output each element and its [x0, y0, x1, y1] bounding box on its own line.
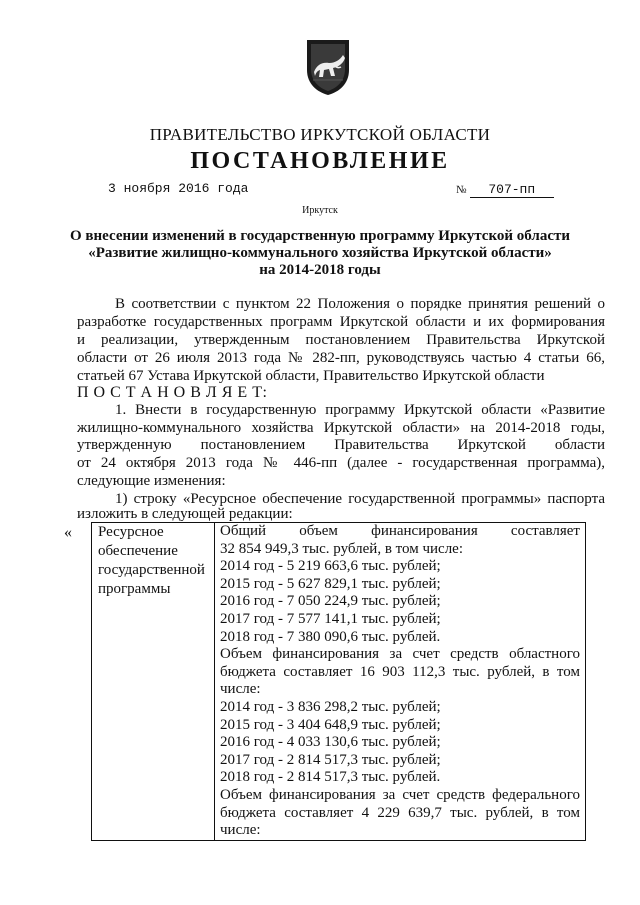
body-line: жилищно-коммунального хозяйства Иркутской области» на 2014-2018 годы,	[77, 420, 605, 436]
resolves-heading: П О С Т А Н О В Л Я Е Т:	[77, 384, 268, 401]
body-line: следующие изменения:	[77, 473, 226, 489]
coat-of-arms-icon	[305, 36, 351, 96]
label-line: программы	[98, 581, 171, 597]
body-line: разработке государственных программ Иркутской области и их формирования	[77, 314, 605, 330]
body-line: статьей 67 Устава Иркутской области, Правительство Иркутской области	[77, 368, 545, 384]
value-line: 2017 год - 7 577 141,1 тыс. рублей;	[220, 610, 441, 627]
number-sign: №	[456, 184, 467, 197]
value-line: Объем финансирования за счет средств федерального	[220, 786, 580, 803]
title-line: на 2014-2018 годы	[259, 262, 381, 278]
value-line: 2018 год - 2 814 517,3 тыс. рублей.	[220, 769, 441, 786]
label-line: государственной	[98, 562, 205, 578]
value-line: Объем финансирования за счет средств областного	[220, 646, 580, 663]
table-value-cell	[215, 523, 586, 841]
value-line: 2014 год - 5 219 663,6 тыс. рублей;	[220, 558, 441, 575]
body-line: области от 26 июля 2013 года № 282-пп, руководствуясь частью 4 статьи 66,	[77, 350, 605, 366]
value-line: 2017 год - 2 814 517,3 тыс. рублей;	[220, 751, 441, 768]
value-line: 2018 год - 7 380 090,6 тыс. рублей.	[220, 628, 441, 645]
document-number-block	[456, 181, 554, 198]
value-line: числе:	[220, 681, 261, 698]
body-line: изложить в следующей редакции:	[77, 506, 293, 522]
opening-quote: «	[64, 524, 72, 541]
document-type: ПОСТАНОВЛЕНИЕ	[190, 148, 450, 174]
document-number: 707-пп	[470, 183, 554, 198]
label-line: обеспечение	[98, 543, 178, 559]
value-line: Общий объем финансирования составляет	[220, 523, 580, 539]
resource-table	[91, 522, 586, 841]
body-line: 1. Внести в государственную программу Иркутской области «Развитие	[115, 402, 605, 418]
body-line: 1) строку «Ресурсное обеспечение государственной программы» паспорта	[115, 491, 605, 507]
government-name: ПРАВИТЕЛЬСТВО ИРКУТСКОЙ ОБЛАСТИ	[149, 125, 491, 144]
body-line: от 24 октября 2013 года № 446-пп (далее - государственная программа),	[77, 455, 605, 471]
value-line: 2016 год - 4 033 130,6 тыс. рублей;	[220, 734, 441, 751]
body-line: В соответствии с пунктом 22 Положения о порядке принятия решений о	[115, 296, 605, 312]
value-line: 2015 год - 5 627 829,1 тыс. рублей;	[220, 575, 441, 592]
document-date: 3 ноября 2016 года	[108, 181, 249, 196]
value-line: числе:	[220, 822, 261, 839]
value-line: 2015 год - 3 404 648,9 тыс. рублей;	[220, 716, 441, 733]
title-line: О внесении изменений в государственную программу Иркутской области	[69, 228, 571, 244]
value-line: 2016 год - 7 050 224,9 тыс. рублей;	[220, 593, 441, 610]
value-line: 2014 год - 3 836 298,2 тыс. рублей;	[220, 698, 441, 715]
document-title	[50, 228, 590, 279]
body-line: утвержденную постановлением Правительства Иркутской области	[77, 437, 605, 453]
city-name: Иркутск	[302, 205, 338, 216]
table-label-cell	[92, 523, 215, 841]
label-line: Ресурсное	[98, 524, 164, 540]
body-line: и реализации, утвержденным постановлением Правительства Иркутской	[77, 332, 605, 348]
value-line: 32 854 949,3 тыс. рублей, в том числе:	[220, 540, 464, 557]
title-line: «Развитие жилищно-коммунального хозяйства Иркутской области»	[88, 245, 552, 261]
value-line: бюджета составляет 4 229 639,7 тыс. рублей, в том	[220, 804, 580, 821]
value-line: бюджета составляет 16 903 112,3 тыс. рублей, в том	[220, 663, 580, 680]
table-row	[92, 523, 586, 841]
